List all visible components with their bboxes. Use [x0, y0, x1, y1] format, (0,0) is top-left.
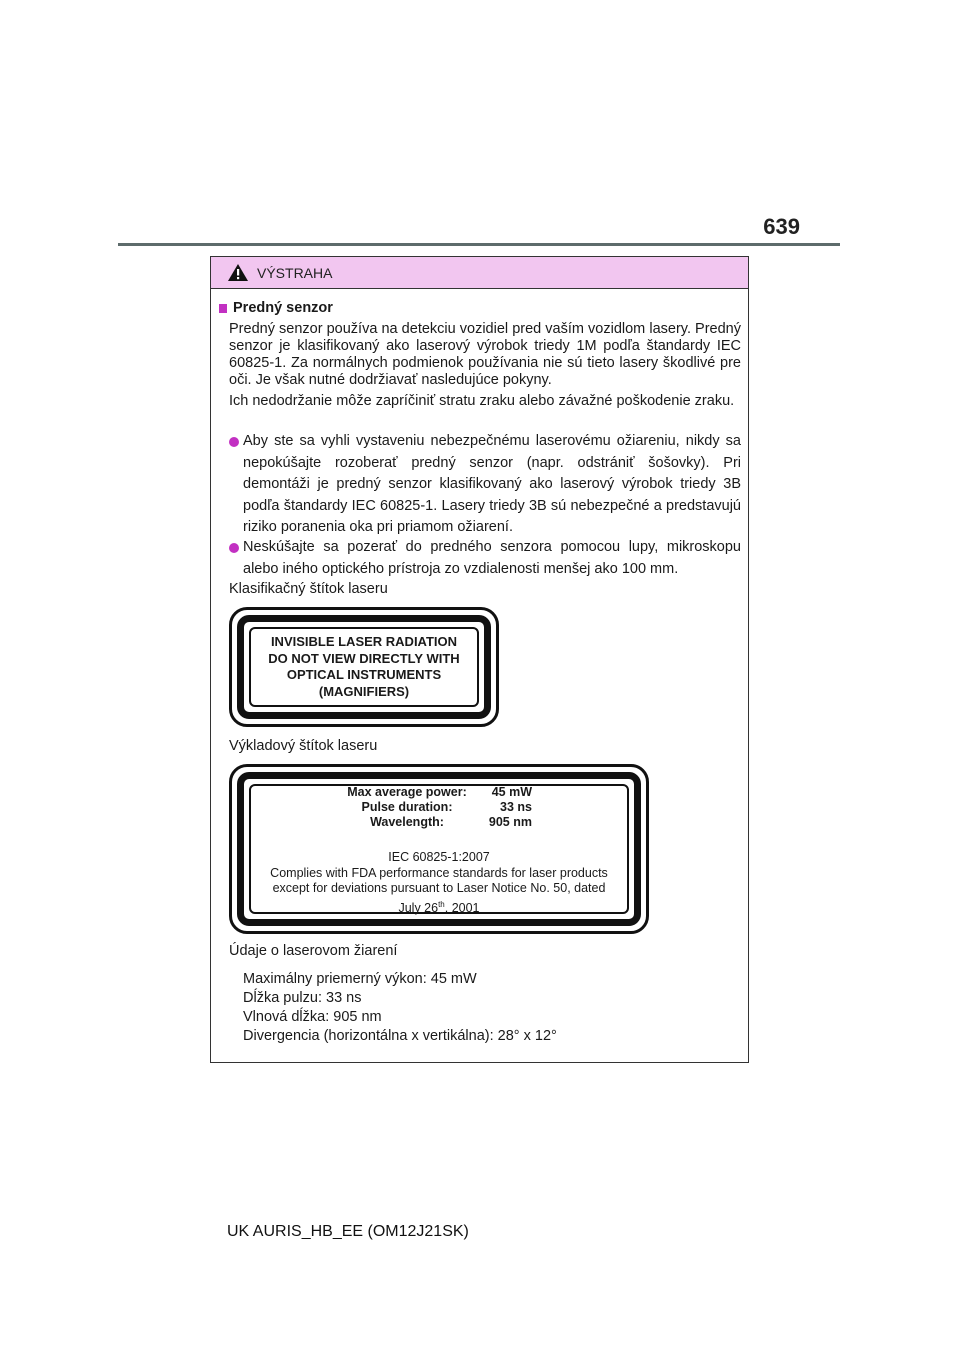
intro-paragraph-2: Ich nedodržanie môže zapríčiniť stratu zraku alebo závažné poškodenie zraku. — [229, 393, 735, 409]
radiation-data-line: Maximálny priemerný výkon: 45 mW — [243, 971, 477, 987]
iec-standard: IEC 60825-1:2007 — [388, 850, 490, 864]
compliance-line: Complies with FDA performance standards for laser products — [270, 865, 608, 880]
spec-row — [342, 815, 532, 830]
compliance-date — [232, 897, 646, 917]
bullet-text: Neskúšajte sa pozerať do predného senzora pomocou lupy, mikroskopu alebo iného optického prístroja zo vzdialenosti menšej ako 100 mm. — [243, 539, 741, 577]
spec-value: 45 mW — [491, 785, 532, 799]
bullet-text: Aby ste sa vyhli vystaveniu nebezpečnému laserovému ožiareniu, nikdy sa nepokúšajte rozoberať predný senzor (napr. odstrániť šošovky). Pri demontáži je predný senzor klasifikovaný ako laserový výrobok triedy 3B podľa štandardy IEC 60825-1. Lasery triedy 3B sú nebezpečné a predstavujú riziko poranenia oka pri priamom ožiarení. — [243, 433, 741, 535]
radiation-caption: Údaje o laserovom žiarení — [229, 943, 398, 959]
spec-label: Pulse duration: — [361, 800, 453, 814]
compliance-text — [232, 850, 646, 916]
radiation-data-line: Divergencia (horizontálna x vertikálna): 28° x 12° — [243, 1028, 557, 1044]
page-number: 639 — [763, 214, 800, 239]
header-rule — [118, 243, 840, 246]
warning-header — [211, 257, 748, 289]
date-text: July 26 — [398, 900, 439, 915]
label-line: DO NOT VIEW DIRECTLY WITH — [268, 650, 460, 666]
classification-label-text — [232, 634, 496, 700]
date-superscript: th — [438, 899, 445, 909]
spec-label: Max average power: — [347, 785, 467, 799]
square-bullet-icon — [219, 304, 227, 313]
spec-value: 905 nm — [488, 815, 532, 829]
spec-table — [342, 785, 532, 830]
explanatory-label — [229, 764, 649, 934]
label-line: (MAGNIFIERS) — [318, 683, 410, 699]
footer-doc-id: UK AURIS_HB_EE (OM12J21SK) — [227, 1223, 469, 1240]
classification-label — [229, 607, 499, 727]
spec-value: 33 ns — [500, 800, 532, 814]
section-title-text: Predný senzor — [233, 300, 333, 316]
bullet-item — [229, 431, 741, 539]
warning-triangle-icon — [227, 263, 249, 282]
label-line: OPTICAL INSTRUMENTS — [286, 667, 442, 682]
radiation-data-line: Dĺžka pulzu: 33 ns — [243, 990, 362, 1006]
date-year: , 2001 — [444, 900, 480, 915]
radiation-data-line: Vlnová dĺžka: 905 nm — [243, 1009, 382, 1025]
bullet-dot-icon — [229, 437, 239, 447]
classification-caption: Klasifikačný štítok laseru — [229, 581, 388, 597]
spec-label: Wavelength: — [370, 815, 444, 829]
bullet-item — [229, 537, 741, 580]
spec-row — [342, 785, 532, 800]
label-line: INVISIBLE LASER RADIATION — [270, 634, 458, 649]
section-title — [219, 300, 333, 316]
intro-paragraph: Predný senzor používa na detekciu vozidiel pred vaším vozidlom lasery. Predný senzor je klasifikovaný ako laserový výrobok triedy 1M podľa štandardy IEC 60825-1. Za normálnych podmienok používania nie sú tieto lasery škodlivé pre oči. Je však nutné dodržiavať nasledujúce pokyny. — [229, 321, 741, 388]
explanatory-caption: Výkladový štítok laseru — [229, 738, 378, 754]
compliance-line: except for deviations pursuant to Laser Notice No. 50, dated — [272, 881, 606, 895]
bullet-dot-icon — [229, 543, 239, 553]
warning-box — [210, 256, 749, 1063]
spec-row — [342, 800, 532, 815]
warning-title: VÝSTRAHA — [257, 264, 333, 281]
